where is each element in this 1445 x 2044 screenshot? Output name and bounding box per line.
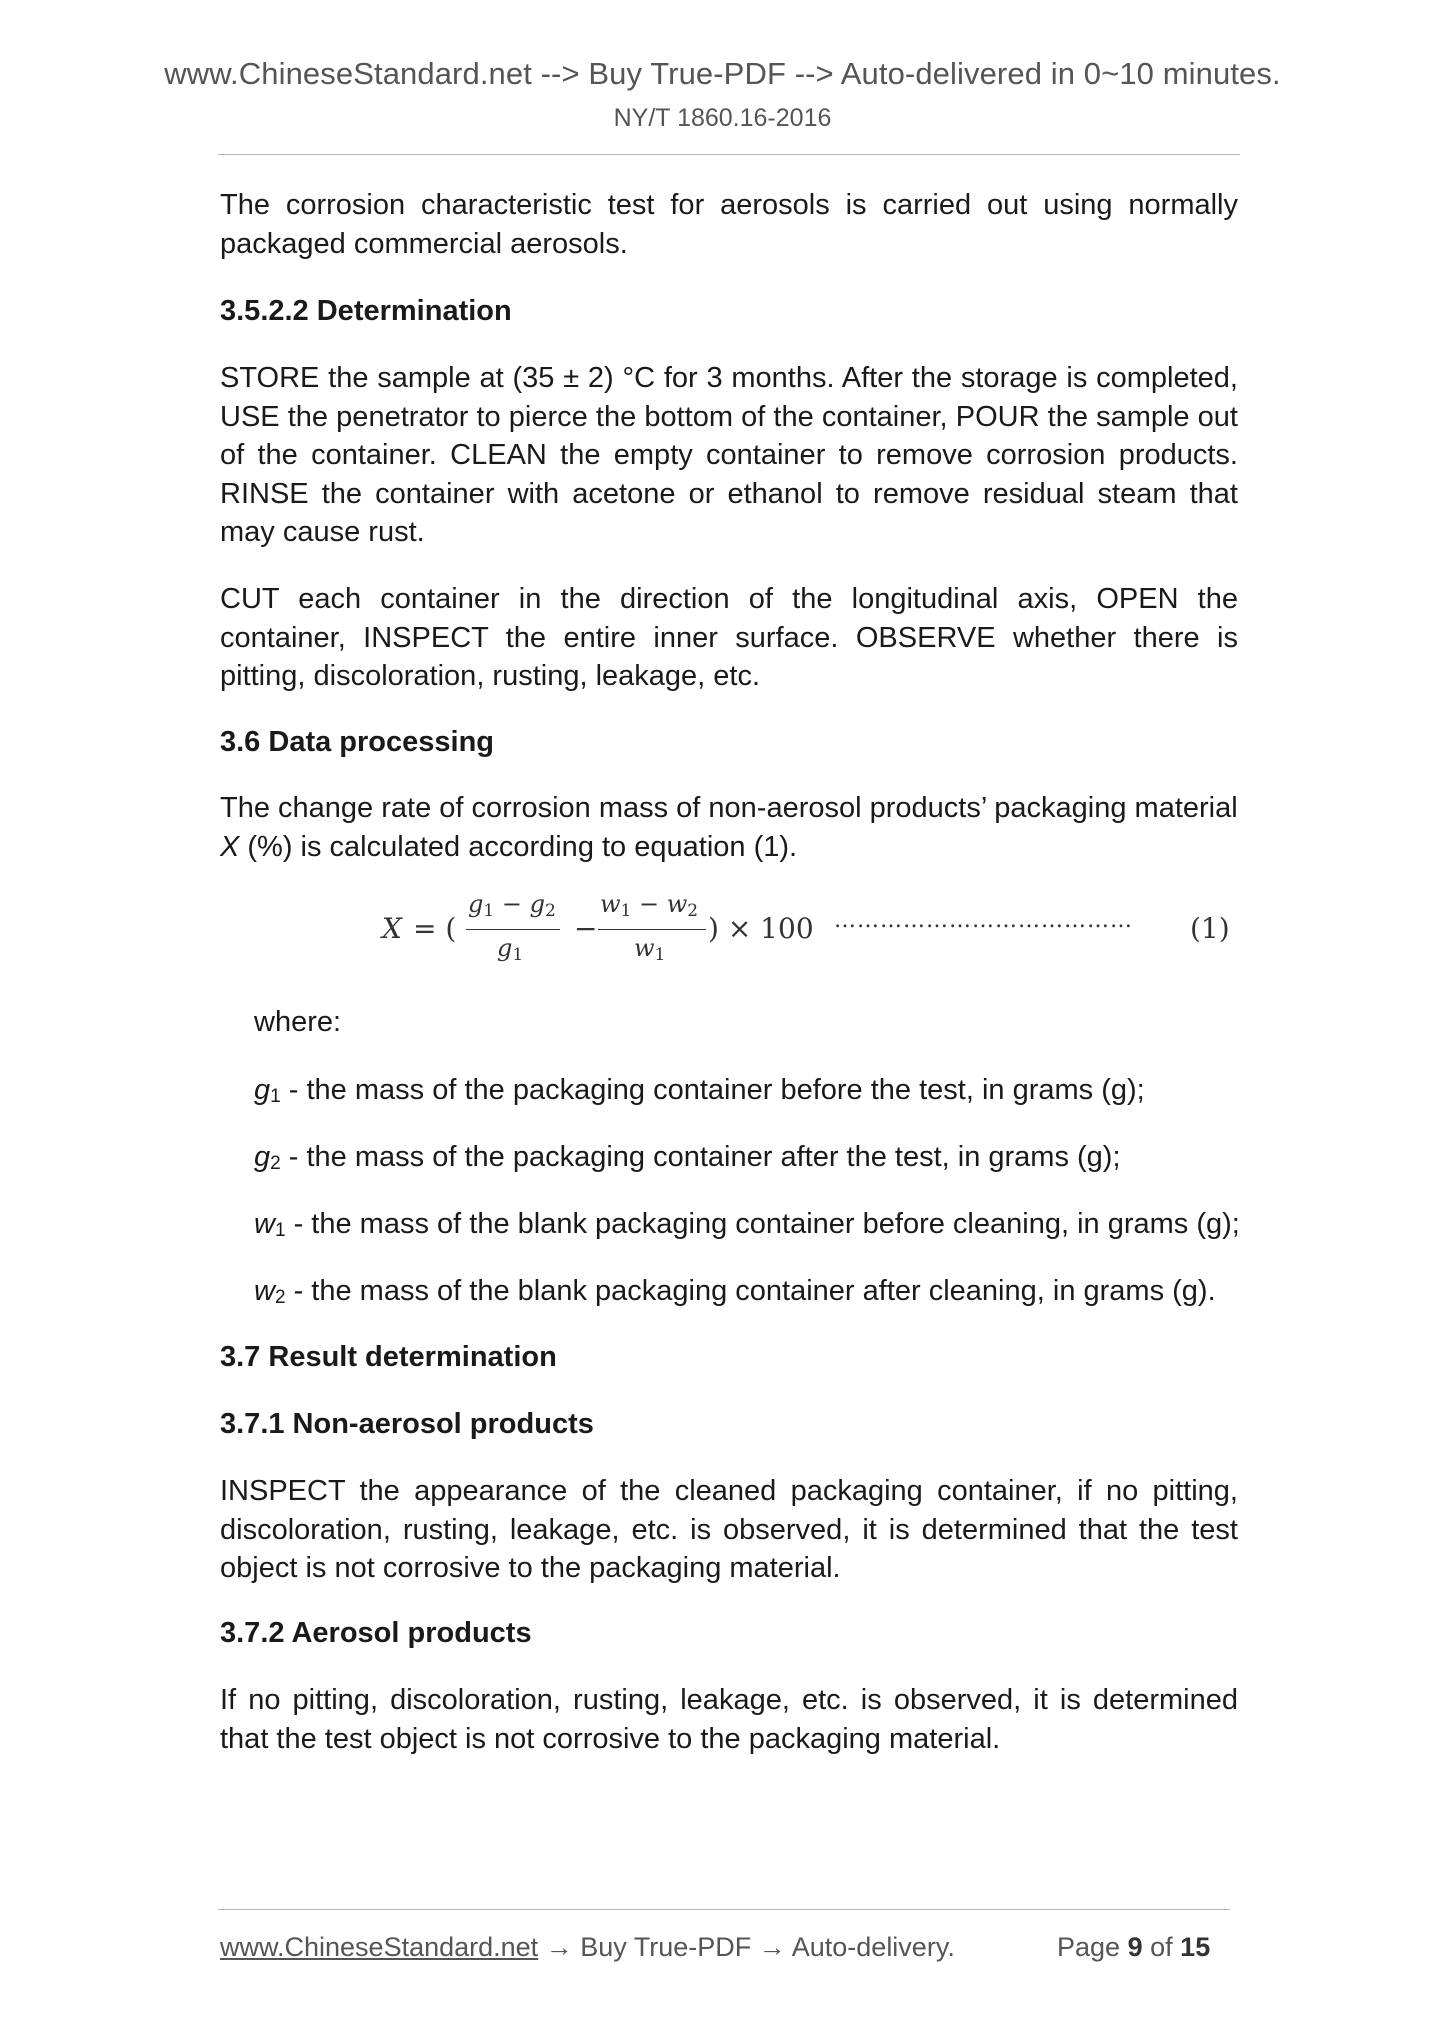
- data-processing-line-2: (%) is calculated according to equation (1).: [239, 830, 798, 863]
- fraction-1-bar: [466, 929, 560, 930]
- fraction-1-numerator: $g_1 - g_2$: [468, 890, 556, 921]
- fraction-1-denominator: $g_1$: [497, 934, 524, 965]
- header-banner: www.ChineseStandard.net --> Buy True-PDF --> Auto-delivered in 0~10 minutes.: [164, 56, 1281, 91]
- fraction-2-numerator: $w_1 - w_2$: [600, 890, 699, 921]
- data-processing-line-1: The change rate of corrosion mass of non-aerosol products’ packaging material: [220, 792, 1238, 824]
- fraction-2-bar: [598, 929, 706, 930]
- determination-paragraph-2: CUT each container in the direction of the longitudinal axis, OPEN the container, INSPECT the entire inner surface. OBSERVE whether there is pitting, discoloration, rusting, leakage, etc.: [220, 583, 1238, 692]
- definition-w2: $w_2$ - the mass of the blank packaging container after cleaning, in grams (g).: [254, 1275, 1216, 1308]
- heading-3-5-2-2: 3.5.2.2 Determination: [220, 295, 512, 327]
- equation-leader-dots: …………………………………: [834, 908, 1133, 933]
- equation-equals: = (: [413, 912, 457, 945]
- footer-site-link[interactable]: www.ChineseStandard.net: [220, 1932, 539, 1962]
- heading-3-6: 3.6 Data processing: [220, 726, 494, 758]
- aerosol-paragraph: If no pitting, discoloration, rusting, leakage, etc. is observed, it is determined that the test object is not corrosive to the packaging material.: [220, 1684, 1238, 1755]
- definition-g2: $g_2$ - the mass of the packaging container after the test, in grams (g);: [254, 1141, 1121, 1174]
- heading-3-7-2: 3.7.2 Aerosol products: [220, 1617, 532, 1649]
- where-label: where:: [254, 1006, 342, 1038]
- heading-3-7: 3.7 Result determination: [220, 1341, 557, 1373]
- current-page: 9: [1127, 1932, 1143, 1962]
- definition-w1: $w_1$ - the mass of the blank packaging container before cleaning, in grams (g);: [254, 1208, 1240, 1241]
- total-pages: 15: [1180, 1932, 1211, 1962]
- equation-number: (1): [1190, 912, 1230, 945]
- intro-paragraph: The corrosion characteristic test for aerosols is carried out using normally packaged commercial aerosols.: [220, 189, 1238, 260]
- equation-minus: −: [574, 912, 598, 945]
- footer-divider: [218, 1909, 1230, 1910]
- equation-1: [0, 890, 1445, 986]
- header-divider: [218, 154, 1240, 155]
- footer-tagline: www.ChineseStandard.net → Buy True-PDF → Auto-delivery.: [220, 1932, 955, 1962]
- non-aerosol-paragraph: INSPECT the appearance of the cleaned packaging container, if no pitting, discoloration, rusting, leakage, etc. is observed, it is determined that the test object is not corrosive to the packaging material.: [220, 1475, 1238, 1584]
- fraction-2-denominator: $w_1$: [634, 934, 666, 965]
- data-processing-paragraph: [220, 789, 1238, 866]
- determination-paragraph-1: STORE the sample at (35 ± 2) °C for 3 months. After the storage is completed, USE the penetrator to pierce the bottom of the container, POUR the sample out of the container. CLEAN the empty container to remove corrosion products. RINSE the container with acetone or ethanol to remove residual steam that may cause rust.: [220, 362, 1238, 548]
- equation-lhs: X: [382, 912, 402, 945]
- heading-3-7-1: 3.7.1 Non-aerosol products: [220, 1408, 594, 1440]
- standard-number: NY/T 1860.16-2016: [613, 104, 832, 132]
- equation-tail: ) × 100: [708, 912, 814, 945]
- definition-g1: $g_1$ - the mass of the packaging container before the test, in grams (g);: [254, 1074, 1145, 1107]
- variable-x: X: [220, 830, 240, 863]
- page-indicator: Page 9 of 15: [1057, 1932, 1211, 1962]
